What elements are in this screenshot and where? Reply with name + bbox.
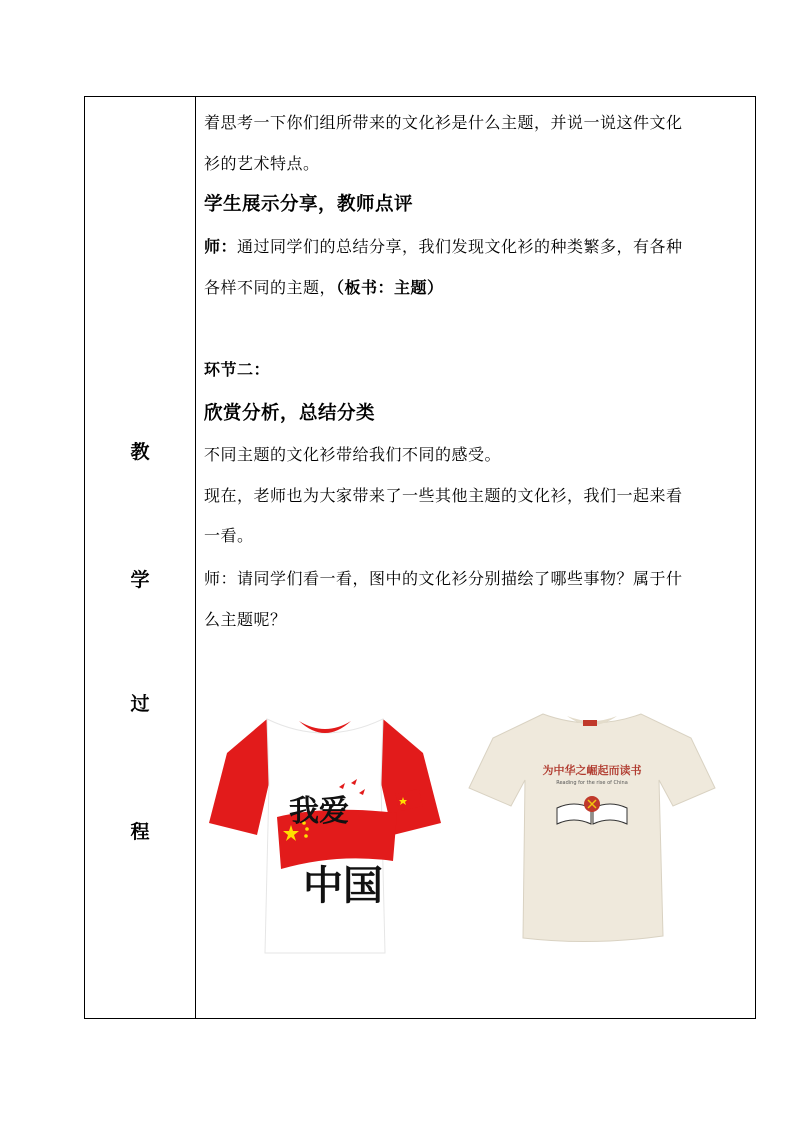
cream-shirt-image bbox=[467, 710, 717, 945]
section-heading: 环节二： bbox=[204, 360, 271, 379]
paragraph-text: 通过同学们的总结分享，我们发现文化衫的种类繁多，有各种 bbox=[237, 237, 683, 256]
shirt-slogan-english: Reading for the rise of China bbox=[556, 780, 628, 786]
red-raglan-shirt-image bbox=[207, 713, 443, 958]
paragraph-line: 衫的艺术特点。 bbox=[204, 154, 320, 173]
speaker-label: 师： bbox=[204, 237, 238, 256]
paragraph-line: 着思考一下你们组所带来的文化衫是什么主题，并说一说这件文化 bbox=[204, 113, 683, 132]
board-note: （板书：主题） bbox=[336, 278, 444, 297]
left-sleeve bbox=[209, 719, 269, 835]
paragraph-line bbox=[204, 275, 444, 298]
side-label-cheng: 程 bbox=[130, 821, 150, 843]
paragraph-line: 现在，老师也为大家带来了一些其他主题的文化衫，我们一起来看 bbox=[204, 486, 683, 505]
side-label-jiao: 教 bbox=[130, 441, 150, 463]
shirt-body bbox=[469, 714, 715, 942]
section-heading: 欣赏分析，总结分类 bbox=[204, 403, 376, 424]
paragraph-line: 么主题呢？ bbox=[204, 610, 287, 629]
shirt-slogan: 为中华之崛起而读书 bbox=[542, 764, 642, 777]
column-divider bbox=[195, 97, 196, 1018]
paragraph-line: 一看。 bbox=[204, 526, 254, 545]
paragraph-line bbox=[204, 234, 683, 257]
shirt-text-woai: 我爱 bbox=[289, 794, 349, 829]
neck-label bbox=[583, 720, 597, 726]
section-heading: 学生展示分享，教师点评 bbox=[204, 194, 414, 215]
paragraph-line: 师：请同学们看一看，图中的文化衫分别描绘了哪些事物？属于什 bbox=[204, 569, 683, 588]
lesson-table bbox=[84, 96, 756, 1019]
shirt-text-zhongguo: 中国 bbox=[303, 862, 383, 909]
paragraph-line: 不同主题的文化衫带给我们不同的感受。 bbox=[204, 445, 502, 464]
paragraph-text: 各样不同的主题， bbox=[204, 278, 337, 297]
side-label-xue: 学 bbox=[130, 569, 150, 591]
side-label-guo: 过 bbox=[130, 693, 150, 715]
